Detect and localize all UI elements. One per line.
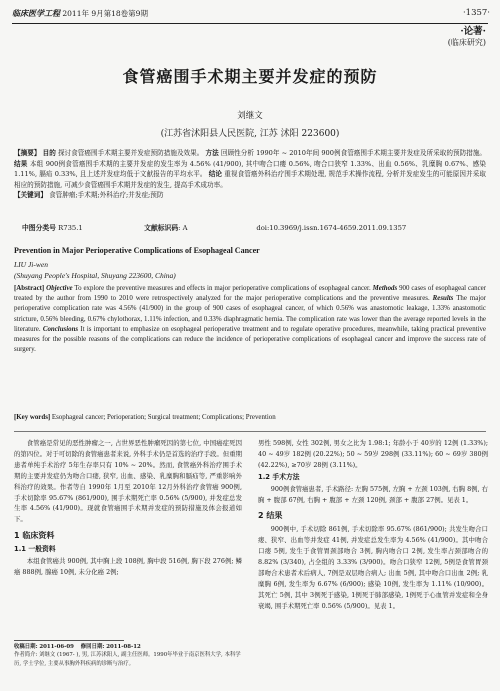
surgery-paragraph: 900例食管癌患者, 手术路径: 左胸 575例, 左胸 + 左颈 103例, 右胸 8例, 右胸 + 腹部 67例, 右胸 + 腹部 + 左颈 120例, 颈部 + 腹部 27例。见表 1。 <box>258 484 488 504</box>
english-keywords <box>14 414 486 421</box>
author-bio: 作者简介: 刘继文 (1967- ), 男, 江苏沭阳人, 副主任医师。1990年毕业于南京医科大学, 本科学历, 学士学位, 主要从事胸外科疾病的诊断与治疗。 <box>14 652 241 667</box>
en-conclusions-label: Conclusions <box>42 325 79 333</box>
objective-text: 探讨食管癌围手术期主要并发症预防措施及效果。 <box>57 149 204 157</box>
methods-label: 方法 <box>205 149 219 157</box>
subsection-heading-general: 1.1 一般资料 <box>14 545 56 554</box>
demographics-paragraph: 男性 598例, 女性 302例, 男女之比为 1.98:1; 年龄小于 40岁的 12例 (1.33%); 40 ~ 49岁 182例 (20.22%); 50 ~ 59岁 298例 (33.11%); 60 ~ 69岁 380例 (42.22%), ≥70岁 28例 (3.11%)。 <box>258 439 488 469</box>
clc-value: R735.1 <box>58 224 83 232</box>
running-header <box>12 8 490 22</box>
doi: doi:10.3969/j.issn.1674-4659.2011.09.1357 <box>256 224 407 232</box>
conclusion-label: 结论 <box>208 170 223 179</box>
en-keywords-text: Esophageal cancer; Perioperation; Surgical treatment; Complications; Prevention <box>51 414 276 421</box>
doc-code-label: 文献标识码 <box>144 224 179 232</box>
section-divider <box>14 431 486 432</box>
keywords-label: 【关键词】 <box>14 191 47 200</box>
english-title: Prevention in Major Perioperative Complications of Esophageal Cancer <box>14 246 260 255</box>
page-number: ·1357· <box>462 8 490 18</box>
abstract-label: 【摘要】 <box>14 149 41 157</box>
keywords-text: 食管肿瘤;手术期;外科治疗;并发症;预防 <box>49 191 164 200</box>
en-abstract-label: [Abstract] <box>14 285 45 292</box>
section-heading-results: 2 结果 <box>258 511 283 521</box>
english-affiliation: (Shuyang People's Hospital, Shuyang 223600, China) <box>14 271 176 280</box>
english-author: LIU Ji-wen <box>14 260 48 269</box>
doc-code-value: A <box>182 224 188 232</box>
en-keywords-label: [Key words] <box>14 414 51 421</box>
column-label: ·论著· <box>460 26 486 37</box>
en-conclusions-text: It is important to emphasize on esophageal perioperative treatment and to regulate operative procedures, meanwhile, taking practical preventive measures for the possible reasons of the complications can reduce the incidence of perioperative complications of esophageal cancer and improve the success rate of surgery. <box>14 325 486 354</box>
issue-info: 2011年 9月第18卷第9期 <box>62 9 148 18</box>
en-methods-text: 900 cases of esophageal cancer treated by the author from 1990 to 2010 were retrospectively analyzed for the major perioperative complications and the preventive measures. <box>14 285 486 303</box>
body-right-column <box>258 438 488 612</box>
footnote-rule <box>14 640 124 641</box>
author-name: 刘继文 <box>237 111 263 121</box>
column-sublabel: (临床研究) <box>447 38 486 47</box>
intro-paragraph: 食管癌是常见的恶性肿瘤之一, 占世界恶性肿瘤死因的第七位, 中国癌症死因的第四位。对于可切除的食管癌患者来说, 外科手术仍是首选的治疗手段。但重期患者单纯手术治疗 5年生存率只有 10% ~ 20%。然而, 食管癌外科治疗围手术期的主要并发症仍为吻合口瘘, 狭窄, 出血、感染、乳糜胸和膈疝等, 严重影响外科治疗的效果。作者等自 1990年 1月至 2010年 12月外科治疗食管癌 900例, 手术切除率 95.67% (861/900), 围手术期死亡率 0.56% (5/900), 并发症总发生率 4.56% (41/900)。现就食管癌围手术期并发症的预防措施及体会报道如下。 <box>14 439 242 524</box>
objective-label: 目的 <box>42 149 56 157</box>
journal-name: 临床医学工程 <box>12 9 60 18</box>
results-label: 结果 <box>14 159 28 168</box>
subsection-heading-surgery: 1.2 手术方法 <box>258 472 300 481</box>
methods-text: 回顾性分析 1990年 ~ 2010年间 900例食管癌围手术期主要并发症及所采取的预防措施。 <box>220 149 487 157</box>
en-methods-label: Methods <box>372 285 398 292</box>
conclusion-text: 重视食管癌外科治疗围手术期处理, 规范手术操作流程, 分析并发症发生的可能原因并采取相应的预防措施, 可减少食管癌围手术期并发症的发生, 提高手术成功率。 <box>14 170 486 189</box>
general-data-paragraph: 本组食管癌共 900例, 其中胸上段 108例, 胸中段 516例, 胸下段 276例; 鳞癌 888例, 腺癌 10例, 未分化癌 2例; <box>14 557 242 576</box>
en-results-text: The major perioperative complication rate was 4.56% (41/900) in the group of 900 cases of esophageal cancer, of which 0.56% was anastomotic leakage, 1.33% anastomotic stricture, 0.56% bleeding, 0.67% chylothorax, 1.11% infection, and 0.33% diaphragmatic hernia. The complication rate was lower than the average reported levels in the literature. <box>14 295 486 333</box>
clc-label: 中图分类号 <box>22 224 56 232</box>
column-tag <box>448 26 486 48</box>
results-text: 本组 900例食管癌围手术期的主要并发症的发生率为 4.56% (41/900), 其中吻合口瘘 0.56%, 吻合口狭窄 1.33%、出血 0.56%、乳糜胸 0.67%、感染 1.11%, 膈疝 0.33%, 且上述并发症均低于文献报告的平均水平。 <box>14 159 486 179</box>
en-results-label: Results <box>432 295 454 303</box>
body-left-column <box>14 438 242 578</box>
classification-row: 中图分类号 R735.1 文献标识码: A doi:10.3969/j.issn.1674-4659.2011.09.1357 <box>22 224 407 232</box>
header-rule <box>12 23 488 24</box>
en-objective-label: Objective <box>46 285 73 292</box>
author-affiliation: (江苏省沭阳县人民医院, 江苏 沭阳 223600) <box>160 129 340 139</box>
article-title: 食管癌围手术期主要并发症的预防 <box>122 67 378 86</box>
revised-date: 修回日期: 2011-08-12 <box>80 644 141 650</box>
en-objective-text: To explore the preventive measures and effects in major perioperative complications of esophageal cancer. <box>74 285 371 292</box>
footnote <box>14 643 242 668</box>
chinese-abstract <box>14 148 486 201</box>
received-date: 收稿日期: 2011-06-09 <box>14 644 74 650</box>
english-abstract <box>14 284 486 355</box>
results-paragraph: 900例中, 手术切除 861例, 手术切除率 95.67% (861/900); 共发生吻合口瘘、狭窄、出血等并发症 41例, 并发症总发生率为 4.56% (41/900)。其中吻合口瘘 5例, 发生于食管胃颈部吻合 3例, 胸内吻合口 2例, 发生率占颈部吻合的 8.82% (3/340), 占全组的 3.33% (3/900)。吻合口狭窄 12例, 5例是食管胃颈部吻合术患者术后病人, 7例是双层吻合病人; 出血 5例, 其中吻合口出血 2例; 乳糜胸 6例, 发生率为 6.67% (6/900); 感染 10例, 发生率为 1.11% (10/900)。其死亡 5例, 其中 3例死于感染, 1例死于肺部感染, 1例死于心血管并发症和全身衰竭, 围手术期死亡率 0.56% (5/900)。见表 1。 <box>258 525 488 610</box>
section-heading-clinical-data: 1 临床资料 <box>14 531 55 541</box>
